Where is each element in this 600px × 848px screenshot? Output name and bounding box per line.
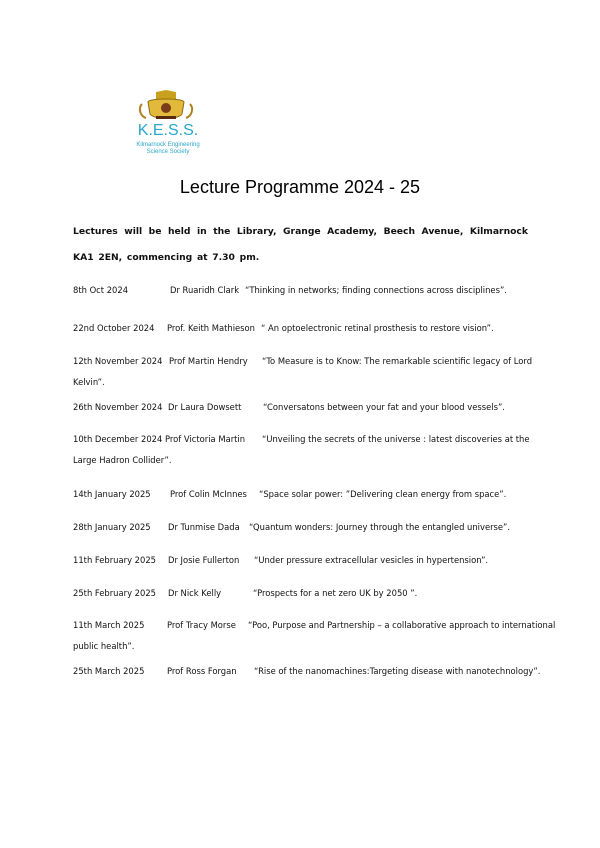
lecture-date: 28th January 2025 xyxy=(73,522,151,532)
lecture-speaker: Prof. Keith Mathieson xyxy=(167,323,255,333)
lecture-title: “Unveiling the secrets of the universe : latest discoveries at the xyxy=(262,434,530,444)
lecture-date: 26th November 2024 xyxy=(73,402,163,412)
lecture-date: 12th November 2024 xyxy=(73,356,163,366)
lecture-date: 11th February 2025 xyxy=(73,555,156,565)
lecture-date: 25th March 2025 xyxy=(73,666,145,676)
lecture-title: “ An optoelectronic retinal prosthesis to restore vision”. xyxy=(261,323,494,333)
lecture-speaker: Prof Colin McInnes xyxy=(170,489,247,499)
lecture-date: 22nd October 2024 xyxy=(73,323,155,333)
page-title: Lecture Programme 2024 - 25 xyxy=(179,177,421,197)
lecture-title-continued: Large Hadron Collider”. xyxy=(73,455,172,465)
logo-subtitle-1: Kilmarnock Engineering xyxy=(136,142,200,148)
lecture-title-continued: public health”. xyxy=(73,641,135,651)
lecture-date: 25th February 2025 xyxy=(73,588,156,598)
lecture-title: “Quantum wonders: Journey through the entangled universe”. xyxy=(249,522,511,532)
lecture-speaker: Dr Josie Fullerton xyxy=(168,555,240,565)
lecture-title: “Poo, Purpose and Partnership – a collaborative approach to international xyxy=(248,620,556,630)
lecture-speaker: Dr Tunmise Dada xyxy=(168,522,240,532)
logo-subtitle-2: Science Society xyxy=(146,149,190,155)
lecture-date: 8th Oct 2024 xyxy=(73,285,129,295)
lecture-title: “Under pressure extracellular vesicles in hypertension”. xyxy=(254,555,489,565)
lecture-title-continued: Kelvin”. xyxy=(73,377,105,387)
lecture-speaker: Dr Ruaridh Clark xyxy=(170,285,240,295)
lecture-title: “Rise of the nanomachines:Targeting disease with nanotechnology”. xyxy=(254,666,541,676)
lecture-speaker: Prof Ross Forgan xyxy=(167,666,237,676)
kess-logo xyxy=(118,88,218,160)
lecture-speaker: Dr Laura Dowsett xyxy=(168,402,242,412)
lecture-speaker: Prof Victoria Martin xyxy=(165,434,246,444)
lecture-date: 11th March 2025 xyxy=(73,620,145,630)
lecture-title: “Thinking in networks; finding connections across disciplines”. xyxy=(245,285,507,295)
lecture-date: 10th December 2024 xyxy=(73,434,163,444)
lecture-date: 14th January 2025 xyxy=(73,489,151,499)
lecture-speaker: Prof Tracy Morse xyxy=(167,620,236,630)
intro-text: Lectures will be held in the Library, Grange Academy, Beech Avenue, Kilmarnock KA1 2EN, commencing at 7.30 pm. xyxy=(73,226,528,263)
lecture-speaker: Dr Nick Kelly xyxy=(168,588,222,598)
logo-text: K.E.S.S. xyxy=(137,122,199,139)
lecture-speaker: Prof Martin Hendry xyxy=(169,356,248,366)
lecture-title: “To Measure is to Know: The remarkable scientific legacy of Lord xyxy=(262,356,533,366)
lecture-title: “Space solar power: ”Delivering clean energy from space”. xyxy=(259,489,507,499)
lecture-title: “Prospects for a net zero UK by 2050 ”. xyxy=(253,588,418,598)
crest-icon xyxy=(118,88,218,160)
lecture-title: “Conversatons between your fat and your blood vessels”. xyxy=(263,402,505,412)
